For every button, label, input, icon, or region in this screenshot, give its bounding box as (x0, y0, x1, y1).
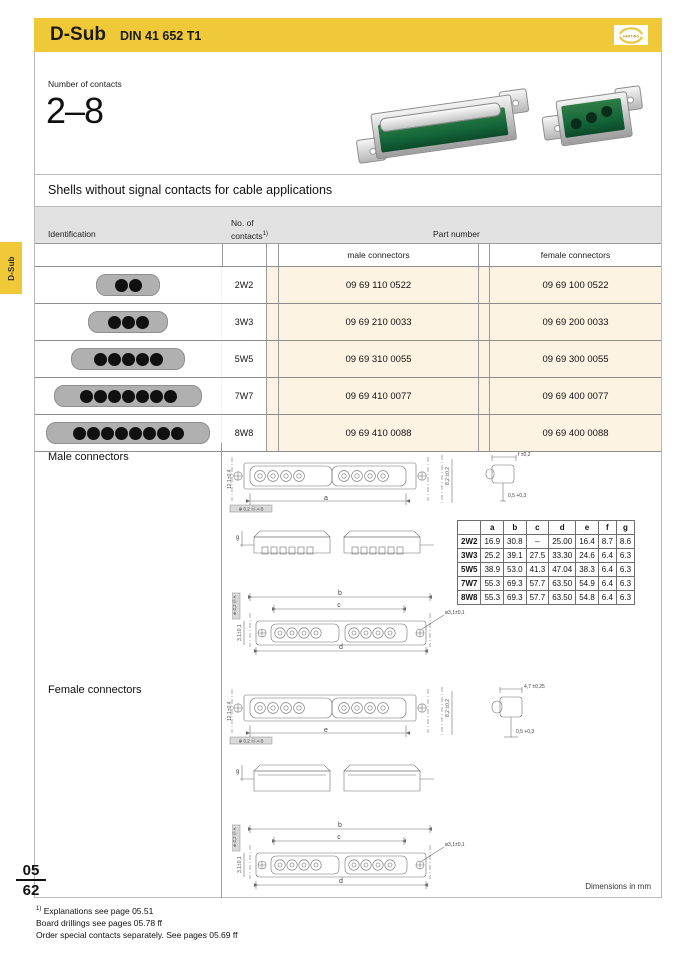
dimension-column-header: a (481, 521, 504, 535)
harting-logo (609, 23, 653, 47)
page-header (34, 18, 662, 52)
drawings-column (222, 443, 661, 898)
number-of-contacts-value: 2–8 (46, 90, 104, 131)
dimension-table-row (458, 563, 635, 577)
col-header-male: male connectors (347, 250, 410, 260)
side-index-tab[interactable] (0, 242, 22, 294)
callout-hole-2: ø3,1±0,1 (445, 842, 465, 848)
shell-pictogram-contact (115, 427, 128, 440)
footnote-1 (36, 903, 237, 917)
dimension-cell-b: 30.8 (504, 535, 527, 549)
dimension-cell-e: 38.3 (576, 563, 599, 577)
side-index-tab-label: D-Sub (6, 255, 16, 281)
dimension-cell-e: 54.9 (576, 577, 599, 591)
dimension-cell-g: 8.6 (616, 535, 634, 549)
shell-pictogram-contact (87, 427, 100, 440)
connector-photo-small (539, 87, 647, 162)
dimension-cell-key: 5W5 (458, 563, 481, 577)
callout-e-3: 3,1±0,1 (237, 856, 243, 873)
dimension-table-body (458, 535, 635, 605)
shell-pictogram (88, 311, 168, 333)
dimension-cell-b: 39.1 (504, 549, 527, 563)
dimension-cell-e: 54.8 (576, 591, 599, 605)
shell-pictogram-contact (136, 316, 149, 329)
product-photos (355, 86, 643, 174)
shell-pictogram-contact (171, 427, 184, 440)
dimension-table-header-row (458, 521, 635, 535)
callout-tol1-2: 12,1±0,4 (227, 701, 233, 721)
cell-no-of-contacts: 8W8 (222, 415, 266, 451)
dimension-cell-g: 6.3 (616, 591, 634, 605)
dimension-cell-c: 41.3 (526, 563, 549, 577)
page-title: D-Sub (50, 24, 106, 45)
col-header-identification: Identification (48, 229, 96, 239)
dimension-column-header: d (549, 521, 576, 535)
dimension-cell-c: 57.7 (526, 577, 549, 591)
dimension-cell-b: 69.3 (504, 591, 527, 605)
table-column-divider (478, 304, 479, 340)
table-body (35, 266, 661, 452)
dimension-table-row (458, 549, 635, 563)
shell-pictogram-contact (73, 427, 86, 440)
callout-tol1: 12,1±0,4 (227, 469, 233, 489)
dimension-cell-b: 53.0 (504, 563, 527, 577)
callout-d-1: d (339, 644, 343, 651)
cell-female-part-number[interactable]: 09 69 400 0088 (542, 427, 609, 439)
shell-pictogram (71, 348, 185, 370)
dimension-cell-d: 33.30 (549, 549, 576, 563)
dimension-cell-f: 8.7 (598, 535, 616, 549)
table-column-divider (478, 341, 479, 377)
shell-pictogram-contact (122, 390, 135, 403)
cell-female-part-number[interactable]: 09 69 400 0077 (542, 390, 609, 402)
callout-e-2: e (324, 727, 328, 734)
dimension-cell-g: 6.3 (616, 563, 634, 577)
callout-datum-4: ⊕ 0,2 ⓜ A (232, 827, 237, 847)
table-column-divider (266, 378, 267, 414)
harting-logo-mark (616, 27, 646, 44)
cell-identification (35, 267, 221, 303)
cell-no-of-contacts: 3W3 (222, 304, 266, 340)
female-front-view-drawing (226, 681, 436, 747)
dimension-cell-key: 8W8 (458, 591, 481, 605)
dimension-cell-c: 27.5 (526, 549, 549, 563)
dimension-cell-a: 55.3 (481, 577, 504, 591)
dimension-cell-g: 6.3 (616, 549, 634, 563)
callout-g-2: g (236, 769, 240, 775)
male-profile-view-drawing (232, 525, 442, 569)
dimension-cell-d: 47.04 (549, 563, 576, 577)
cell-female-part-number[interactable]: 09 69 200 0033 (542, 316, 609, 328)
cell-no-of-contacts: 7W7 (222, 378, 266, 414)
callout-b-1: b (338, 590, 342, 597)
drawings-labels-column (35, 443, 222, 898)
standard-label: DIN 41 652 T1 (120, 29, 202, 43)
table-row (35, 340, 661, 377)
male-drilling-view-drawing (232, 571, 482, 667)
female-drilling-view-drawing (232, 807, 482, 899)
callout-datum-1: ⊕ 0,2 ⓜ A B (238, 506, 264, 512)
callout-datum-3: ⊕ 0,2 ⓜ A B (238, 738, 264, 744)
dimension-cell-d: 25.00 (549, 535, 576, 549)
table-column-divider (266, 267, 267, 303)
connector-photo-large (352, 86, 534, 172)
callout-b-2: b (338, 822, 342, 829)
dimension-cell-c: 57.7 (526, 591, 549, 605)
dimension-cell-key: 7W7 (458, 577, 481, 591)
shell-pictogram-contact (101, 427, 114, 440)
male-contact-detail-drawing (478, 447, 548, 511)
female-side-tolerance-drawing (438, 681, 468, 747)
male-side-tolerance-drawing (438, 449, 468, 515)
callout-a: a (324, 495, 328, 502)
cell-male-part-number[interactable]: 09 69 310 0055 (345, 353, 412, 365)
shell-pictogram-contact (94, 353, 107, 366)
harting-logo-text: HARTING (622, 34, 640, 39)
cell-male-part-number[interactable]: 09 69 210 0033 (345, 316, 412, 328)
dimension-cell-b: 69.3 (504, 577, 527, 591)
divider-above-section-title (34, 174, 662, 175)
dimension-table-row (458, 591, 635, 605)
callout-datum-2: ⊕ 0,2 ⓜ A (232, 595, 237, 615)
dimension-table-row (458, 577, 635, 591)
callout-c-2: c (337, 834, 341, 841)
dimension-cell-e: 16.4 (576, 535, 599, 549)
col-header-part-number: Part number (433, 229, 480, 239)
callout-tol3-2: 0,5 +0,3 (516, 729, 535, 735)
shell-pictogram (54, 385, 202, 407)
drawings-section (35, 443, 661, 898)
dimension-column-header: g (616, 521, 634, 535)
cell-male-part-number[interactable]: 09 69 410 0088 (345, 427, 412, 439)
col-header-no-of-contacts-line1: No. of (231, 218, 254, 228)
cell-no-of-contacts: 2W2 (222, 267, 266, 303)
footnote-2: Board drillings see pages 05.78 ff (36, 917, 163, 928)
table-row (35, 377, 661, 414)
dimension-cell-f: 6.4 (598, 563, 616, 577)
dimension-cell-e: 24.6 (576, 549, 599, 563)
shell-pictogram (46, 422, 210, 444)
table-column-divider (478, 267, 479, 303)
callout-hole-1: ø3,1±0,1 (445, 610, 465, 616)
dimension-column-header (458, 521, 481, 535)
cell-female-part-number[interactable]: 09 69 300 0055 (542, 353, 609, 365)
shell-pictogram-contact (122, 353, 135, 366)
section-title: Shells without signal contacts for cable applications (48, 183, 333, 197)
part-number-table (35, 207, 661, 452)
shell-pictogram-contact (136, 390, 149, 403)
dimension-cell-a: 38.9 (481, 563, 504, 577)
dimension-cell-f: 6.4 (598, 591, 616, 605)
dimension-cell-d: 63.50 (549, 577, 576, 591)
dimension-cell-a: 55.3 (481, 591, 504, 605)
table-subheader-row (35, 243, 661, 266)
page-number-page: 62 (22, 882, 40, 899)
col-header-no-of-contacts (231, 218, 268, 242)
cell-male-part-number[interactable]: 09 69 110 0522 (345, 279, 412, 291)
callout-d-2: d (339, 878, 343, 885)
dimension-column-header: b (504, 521, 527, 535)
dimension-cell-f: 6.4 (598, 549, 616, 563)
cell-identification (35, 304, 221, 340)
col-header-female: female connectors (540, 250, 611, 260)
callout-g-1: g (236, 535, 240, 541)
shell-pictogram-contact (136, 353, 149, 366)
table-row (35, 266, 661, 303)
shell-pictogram-contact (150, 390, 163, 403)
page-number (16, 862, 46, 899)
table-header-row (35, 207, 661, 243)
page-number-chapter: 05 (22, 862, 40, 879)
dimension-cell-c: – (526, 535, 549, 549)
callout-e-1: 3,1±0,1 (237, 624, 243, 641)
shell-pictogram-contact (129, 427, 142, 440)
shell-pictogram-contact (108, 316, 121, 329)
footnote-1-marker: 1) (36, 906, 42, 912)
dimension-column-header: e (576, 521, 599, 535)
footnote-marker: 1) (262, 231, 268, 237)
table-column-divider (266, 304, 267, 340)
callout-c-1: c (337, 602, 341, 609)
dimension-cell-key: 2W2 (458, 535, 481, 549)
cell-no-of-contacts: 5W5 (222, 341, 266, 377)
male-front-view-drawing (226, 449, 436, 515)
table-column-divider (266, 341, 267, 377)
female-contact-detail-drawing (484, 677, 564, 747)
female-connectors-label: Female connectors (48, 684, 142, 696)
shell-pictogram-contact (143, 427, 156, 440)
footnote-3: Order special contacts separately. See pages 05.69 ff (36, 929, 238, 940)
callout-tol2-2: 8,2 ±0,2 (445, 698, 451, 717)
dimension-cell-f: 6.4 (598, 577, 616, 591)
shell-pictogram-contact (108, 390, 121, 403)
shell-pictogram-contact (150, 353, 163, 366)
cell-identification (35, 378, 221, 414)
dimension-cell-a: 25.2 (481, 549, 504, 563)
col-header-no-of-contacts-line2: contacts (231, 230, 263, 241)
shell-pictogram-contact (80, 390, 93, 403)
number-of-contacts-label: Number of contacts (48, 79, 122, 89)
female-profile-view-drawing (232, 759, 442, 805)
shell-pictogram-contact (164, 390, 177, 403)
dimension-cell-d: 63.50 (549, 591, 576, 605)
male-connectors-label: Male connectors (48, 451, 129, 463)
dimension-cell-key: 3W3 (458, 549, 481, 563)
cell-male-part-number[interactable]: 09 69 410 0077 (345, 390, 412, 402)
table-column-divider (478, 378, 479, 414)
shell-pictogram-contact (129, 279, 142, 292)
cell-identification (35, 341, 221, 377)
shell-pictogram-contact (108, 353, 121, 366)
shell-pictogram (96, 274, 160, 296)
shell-pictogram-contact (157, 427, 170, 440)
shell-pictogram-contact (122, 316, 135, 329)
dimensions-unit-note: Dimensions in mm (585, 882, 651, 891)
footnotes (36, 903, 237, 941)
dimension-cell-g: 6.3 (616, 577, 634, 591)
dimension-table-row (458, 535, 635, 549)
dimension-cell-a: 16.9 (481, 535, 504, 549)
callout-tol2: 8,2 ±0,2 (445, 466, 451, 485)
shell-pictogram-contact (94, 390, 107, 403)
callout-f-detail: f ±0,2 (518, 452, 531, 458)
dimension-table (457, 520, 635, 605)
callout-tol3: 0,5 +0,3 (508, 493, 527, 499)
dimension-column-header: c (526, 521, 549, 535)
footnote-1-text: Explanations see page 05.51 (41, 905, 154, 916)
table-row (35, 303, 661, 340)
cell-female-part-number[interactable]: 09 69 100 0522 (542, 279, 609, 291)
dimension-column-header: f (598, 521, 616, 535)
shell-pictogram-contact (115, 279, 128, 292)
callout-tol4: 4,7 ±0,25 (524, 684, 545, 690)
